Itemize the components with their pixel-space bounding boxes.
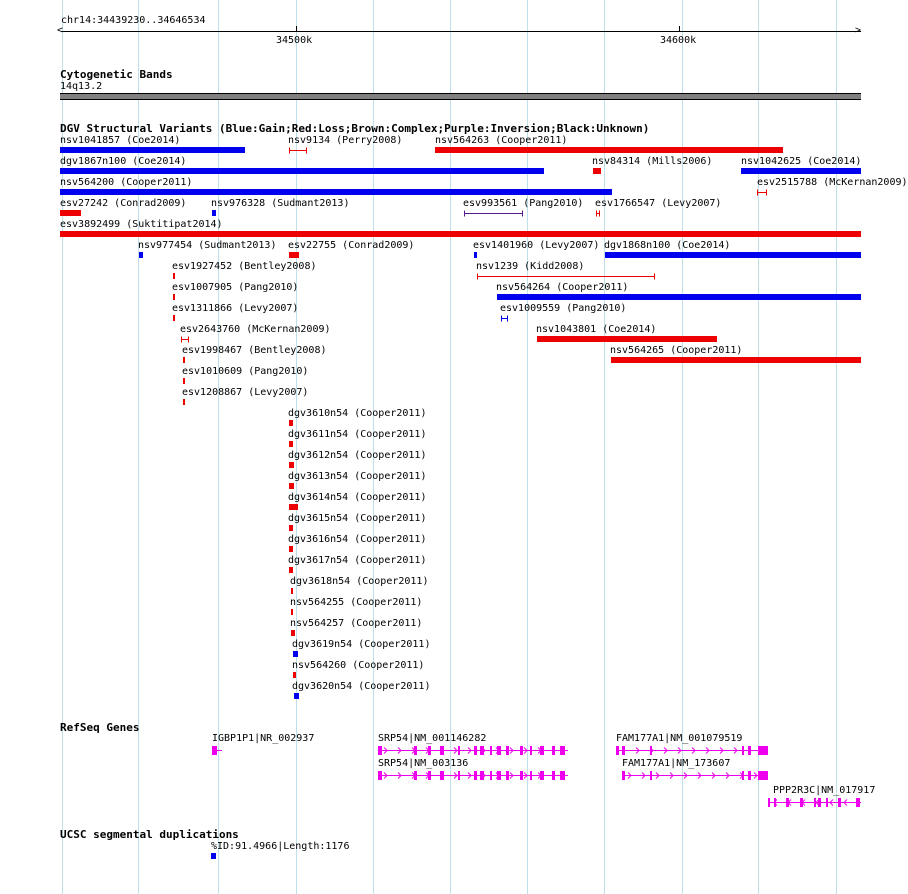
dgv-feature-label: dgv3614n54 (Cooper2011) [288, 492, 427, 503]
dgv-feature-label: esv2515788 (McKernan2009) [757, 177, 908, 188]
ruler-right-arrow-icon: > [855, 25, 862, 36]
refseq-gene-label: PPP2R3C|NM_017917 [773, 785, 876, 796]
dgv-feature-label: esv3892499 (Suktitipat2014) [60, 219, 223, 230]
dgv-feature-label: dgv1867n100 (Coe2014) [60, 156, 187, 167]
dgv-feature-label: dgv3612n54 (Cooper2011) [288, 450, 427, 461]
dgv-feature-label: nsv9134 (Perry2008) [288, 135, 403, 146]
dgv-feature-label: nsv1043801 (Coe2014) [536, 324, 657, 335]
dgv-feature-label: nsv977454 (Sudmant2013) [138, 240, 277, 251]
dgv-feature-label: nsv564200 (Cooper2011) [60, 177, 193, 188]
refseq-gene-label: SRP54|NM_003136 [378, 758, 469, 769]
dgv-feature-label: esv1007905 (Pang2010) [172, 282, 299, 293]
dgv-feature-label: nsv564263 (Cooper2011) [435, 135, 568, 146]
dgv-feature-label: nsv84314 (Mills2006) [592, 156, 713, 167]
refseq-gene-label: IGBP1P1|NR_002937 [212, 733, 315, 744]
dgv-feature-label: esv1208867 (Levy2007) [182, 387, 309, 398]
refseq-gene-label: FAM177A1|NM_001079519 [616, 733, 743, 744]
ruler-tick-label: 34600k [660, 35, 697, 46]
dgv-feature-label: nsv976328 (Sudmant2013) [211, 198, 350, 209]
dgv-feature-label: nsv564257 (Cooper2011) [290, 618, 423, 629]
segdup-bar[interactable] [211, 853, 216, 859]
dgv-feature-label: dgv1868n100 (Coe2014) [604, 240, 731, 251]
dgv-feature-label: dgv3611n54 (Cooper2011) [288, 429, 427, 440]
dgv-feature-label: esv1927452 (Bentley2008) [172, 261, 317, 272]
dgv-feature-label: dgv3610n54 (Cooper2011) [288, 408, 427, 419]
dgv-feature-label: esv22755 (Conrad2009) [288, 240, 415, 251]
ruler-left-arrow-icon: < [57, 25, 64, 36]
cytoband-label: 14q13.2 [60, 81, 103, 92]
dgv-feature-label: dgv3615n54 (Cooper2011) [288, 513, 427, 524]
dgv-feature-label: esv2643760 (McKernan2009) [180, 324, 331, 335]
dgv-feature-label: nsv1042625 (Coe2014) [741, 156, 862, 167]
dgv-track-title: DGV Structural Variants (Blue:Gain;Red:Loss;Brown:Complex;Purple:Inversion;Black:Unknown) [60, 122, 650, 135]
ruler-tick-label: 34500k [276, 35, 313, 46]
dgv-feature-label: dgv3619n54 (Cooper2011) [292, 639, 431, 650]
dgv-feature-label: dgv3616n54 (Cooper2011) [288, 534, 427, 545]
dgv-feature-label: nsv564265 (Cooper2011) [610, 345, 743, 356]
refseq-gene-label: SRP54|NM_001146282 [378, 733, 487, 744]
dgv-feature-label: dgv3618n54 (Cooper2011) [290, 576, 429, 587]
cytoband-track-title: Cytogenetic Bands [60, 68, 173, 81]
segdup-label: %ID:91.4966|Length:1176 [211, 841, 350, 852]
dgv-feature-label: esv1401960 (Levy2007) [473, 240, 600, 251]
dgv-feature-label: nsv564255 (Cooper2011) [290, 597, 423, 608]
dgv-feature-label: nsv1041857 (Coe2014) [60, 135, 181, 146]
dgv-feature-label: esv1998467 (Bentley2008) [182, 345, 327, 356]
dgv-feature-label: esv993561 (Pang2010) [463, 198, 584, 209]
dgv-feature-label: dgv3617n54 (Cooper2011) [288, 555, 427, 566]
dgv-feature-label: dgv3620n54 (Cooper2011) [292, 681, 431, 692]
dgv-feature-label: nsv564264 (Cooper2011) [496, 282, 629, 293]
dgv-feature-label: dgv3613n54 (Cooper2011) [288, 471, 427, 482]
dgv-feature-label: nsv564260 (Cooper2011) [292, 660, 425, 671]
refseq-gene-label: FAM177A1|NM_173607 [622, 758, 731, 769]
dgv-feature-label: nsv1239 (Kidd2008) [476, 261, 585, 272]
dgv-feature-label: esv1766547 (Levy2007) [595, 198, 722, 209]
refseq-track-title: RefSeq Genes [60, 721, 140, 734]
dgv-feature-label: esv1010609 (Pang2010) [182, 366, 309, 377]
segdup-track-title: UCSC segmental duplications [60, 828, 239, 841]
ruler-coords: chr14:34439230..34646534 [61, 15, 206, 26]
dgv-feature-label: esv1311866 (Levy2007) [172, 303, 299, 314]
dgv-feature-label: esv1009559 (Pang2010) [500, 303, 627, 314]
dgv-feature-label: esv27242 (Conrad2009) [60, 198, 187, 209]
